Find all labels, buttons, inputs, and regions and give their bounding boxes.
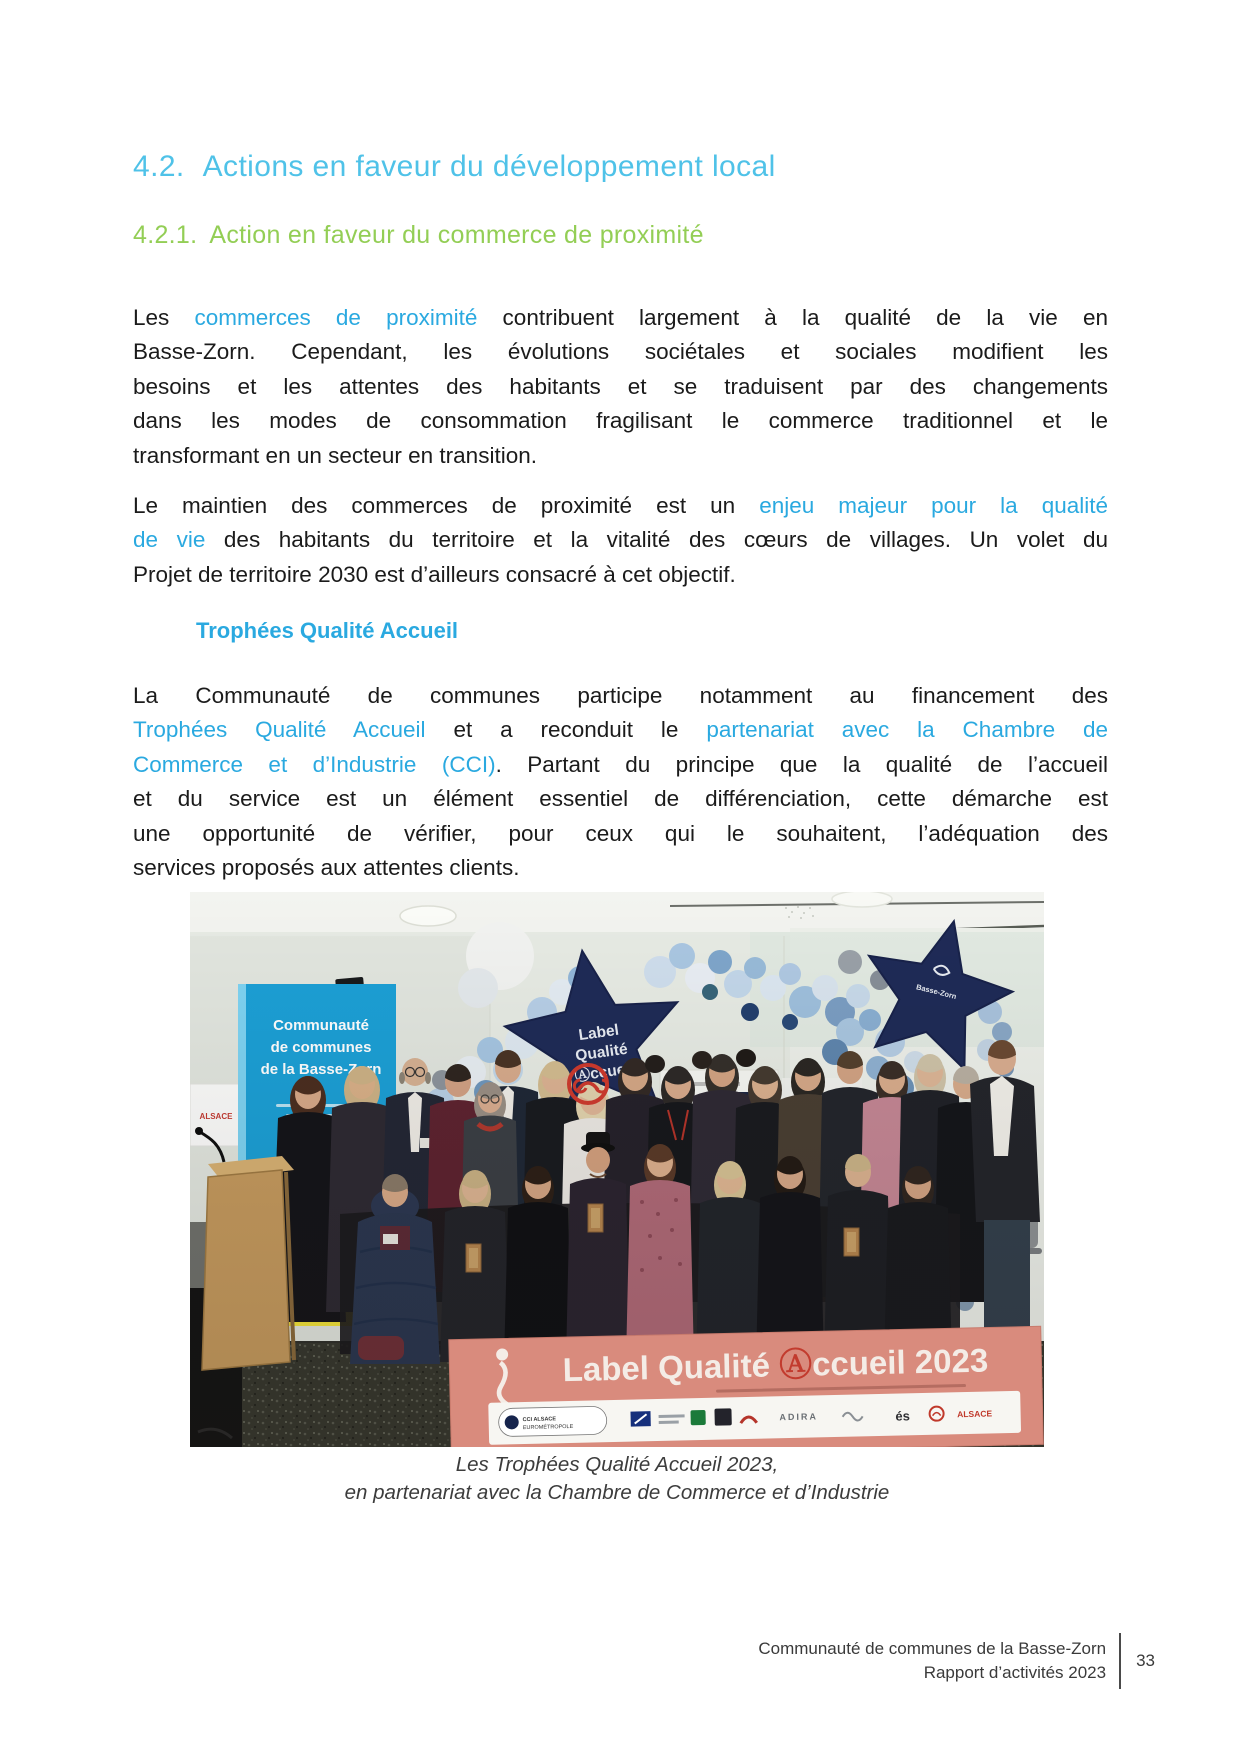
text-line: dans les modes de consommation fragilisant le commerce traditionnel et le	[133, 408, 1108, 434]
footer-divider	[1119, 1633, 1121, 1689]
footer-report-title: Rapport d’activités 2023	[923, 1663, 1107, 1682]
svg-text:Label Qualité Ⓐccueil 2023: Label Qualité Ⓐccueil 2023	[562, 1341, 989, 1389]
svg-text:ALSACE: ALSACE	[957, 1408, 993, 1420]
highlighted-text: enjeu majeur pour la qualité	[759, 493, 1108, 518]
text-line: Trophées Qualité Accueil et a reconduit le partenariat avec la Chambre de	[133, 717, 1108, 743]
svg-text:és: és	[895, 1408, 911, 1424]
text-line: services proposés aux attentes clients.	[133, 855, 520, 881]
svg-text:EUROMÉTROPOLE: EUROMÉTROPOLE	[522, 1423, 574, 1432]
photo-caption	[190, 1451, 1044, 1507]
svg-text:CCI ALSACE: CCI ALSACE	[522, 1416, 557, 1424]
subsection-heading	[133, 221, 704, 250]
paragraph-maintien	[133, 489, 1108, 592]
text-line: Commerce et d’Industrie (CCI). Partant du principe que la qualité de l’accueil	[133, 751, 1108, 777]
event-photo	[190, 892, 1044, 1447]
label-qualite-sign	[449, 1326, 1044, 1447]
text-line: de vie des habitants du territoire et la vitalité des cœurs de villages. Un volet du	[133, 527, 1108, 553]
paragraph-trophees	[133, 679, 1108, 885]
caption-line-2: en partenariat avec la Chambre de Commerce et d’Industrie	[344, 1481, 890, 1504]
page-footer	[758, 1633, 1155, 1689]
page-number: 33	[1136, 1651, 1155, 1670]
section-number: 4.2.	[133, 150, 185, 183]
highlighted-text: partenariat avec la Chambre de	[706, 717, 1108, 743]
section-heading	[133, 150, 776, 184]
text-line: Basse-Zorn. Cependant, les évolutions sociétales et sociales modifient les	[133, 339, 1108, 365]
text-line: besoins et les attentes des habitants et se traduisent par des changements	[133, 373, 1108, 399]
text-line: et du service est un élément essentiel de différenciation, cette démarche est	[133, 786, 1108, 812]
subsection-title: Action en faveur du commerce de proximité	[209, 221, 704, 249]
footer-text	[758, 1637, 1106, 1685]
text-line: une opportunité de vérifier, pour ceux qui le souhaitent, l’adéquation des	[133, 820, 1108, 846]
text-line: Le maintien des commerces de proximité est un enjeu majeur pour la qualité	[133, 493, 1108, 518]
text-line: transformant en un secteur en transition.	[133, 442, 537, 468]
highlighted-text: Commerce et d’Industrie (CCI)	[133, 751, 496, 777]
svg-text:ADIRA: ADIRA	[779, 1411, 819, 1423]
cci-logo	[498, 1406, 607, 1436]
subsection-number: 4.2.1.	[133, 221, 198, 249]
paragraph-commerces	[133, 301, 1108, 473]
text-line: La Communauté de communes participe notamment au financement des	[133, 683, 1108, 708]
footer-organization: Communauté de communes de la Basse-Zorn	[758, 1639, 1107, 1658]
section-title: Actions en faveur du développement local	[202, 150, 776, 183]
text-line: Les commerces de proximité contribuent largement à la qualité de la vie en	[133, 305, 1108, 330]
trophees-subheading: Trophées Qualité Accueil	[196, 618, 459, 643]
caption-line-1: Les Trophées Qualité Accueil 2023,	[455, 1453, 779, 1476]
text-line: Projet de territoire 2030 est d’ailleurs consacré à cet objectif.	[133, 561, 736, 587]
highlighted-text: de vie	[133, 527, 206, 553]
highlighted-text: commerces de proximité	[194, 305, 478, 330]
highlighted-text: Trophées Qualité Accueil	[133, 717, 426, 743]
